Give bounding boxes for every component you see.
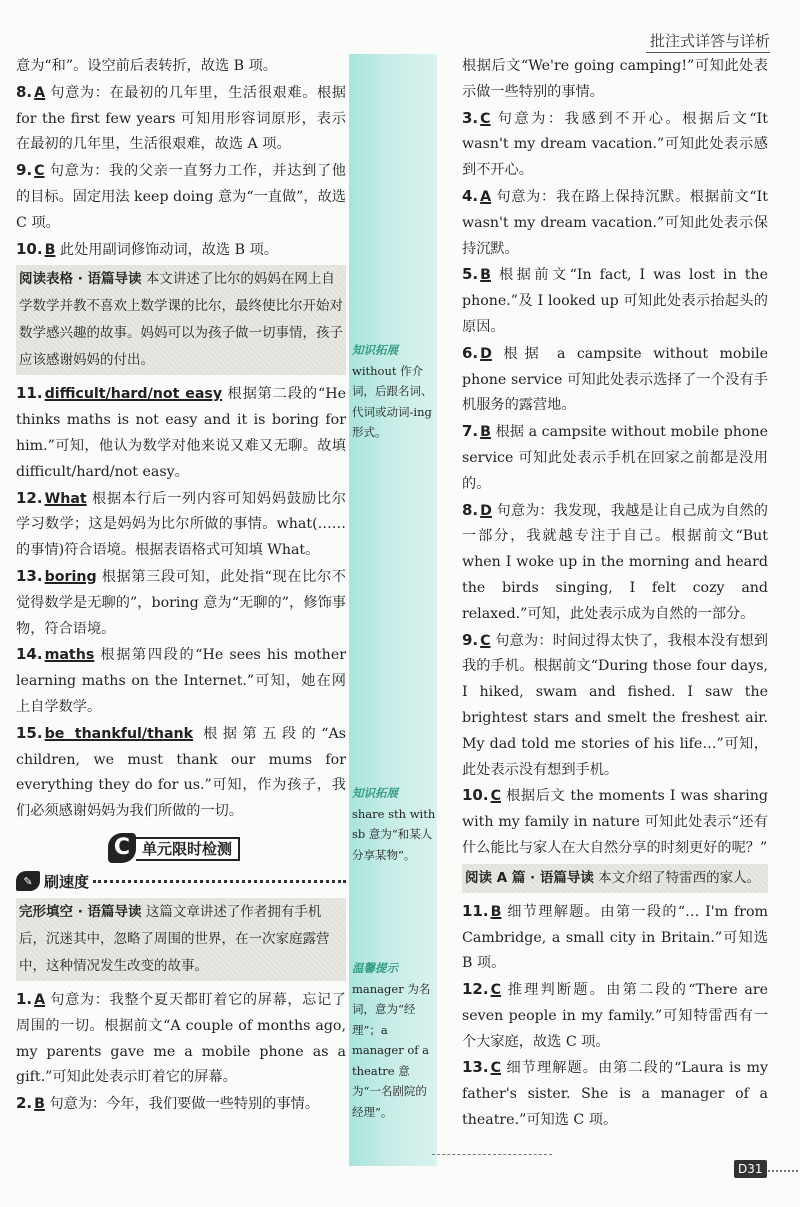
note-title: 知识拓展 [352, 786, 398, 800]
unit-test-banner [16, 833, 346, 867]
answer-key: D [480, 502, 492, 519]
passage-guide [16, 898, 346, 981]
unit-test-label: 单元限时检测 [136, 837, 240, 861]
answer-item [16, 1091, 346, 1118]
explanation: 根据 a campsite without mobile phone service 可知此处表示手机在回家之前都是没用的。 [462, 424, 768, 492]
answer-item [16, 80, 346, 158]
page-header: 批注式详答与详析 [649, 32, 770, 50]
answer-key: maths [44, 647, 95, 664]
note-text: share sth with sb 意为“和某人分享某物”。 [352, 806, 436, 862]
explanation: 句意为：在最初的几年里，生活很艰难。根据 for the first few years 可知用形容词原形，表示在最初的几年里，生活很艰难，故选 A 项。 [16, 84, 346, 153]
answer-key: C [490, 982, 501, 999]
explanation: 句意为：我的父亲一直努力工作，并达到了他的目标。固定用法 keep doing 意为“一直做”，故选 C 项。 [16, 163, 346, 231]
guide-title: 阅读 A 篇 · 语篇导读 [465, 869, 594, 886]
dotted-rule [93, 880, 346, 883]
answer-key: What [44, 490, 87, 507]
item-number: 4. [462, 186, 479, 205]
answer-key: B [490, 903, 502, 920]
note-text: manager 为名词，意为“经理”；a manager of a theatre 意为“一名剧院的经理”。 [352, 981, 431, 1119]
item-number: 7. [462, 422, 479, 441]
item-number: 12. [462, 980, 489, 999]
explanation: 句意为：我整个夏天都盯着它的屏幕，忘记了周围的一切。根据前文“A couple of months ago, my parents gave me a mobile phone as a gift.”可知此处表示盯着它的屏幕。 [16, 991, 346, 1086]
answer-item [462, 628, 768, 784]
answer-key: B [480, 267, 491, 284]
item-number: 5. [462, 265, 479, 284]
note-title: 知识拓展 [352, 343, 398, 357]
answer-key: C [34, 163, 45, 180]
header-rule [646, 52, 770, 53]
item-number: 15. [16, 723, 43, 742]
explanation: 句意为：我在路上保持沉默。根据前文“It wasn't my dream vacation.”可知此处表示保持沉默。 [462, 188, 768, 257]
paragraph: 根据后文“We're going camping!”可知此处表示做一些特别的事情。 [462, 58, 768, 100]
explanation: 根据第四段的“He sees his mother learning maths on the Internet.”可知，她在网上自学数学。 [16, 647, 346, 715]
unit-logo-icon: C [108, 833, 136, 863]
answer-item [462, 184, 768, 262]
answer-item [462, 106, 768, 184]
item-number: 2. [16, 1094, 33, 1113]
item-number: 8. [462, 500, 479, 519]
explanation: 根据后文 the moments I was sharing with my family in nature 可知此处表示“还有什么能比与家人在大自然分享的时刻更好的呢？” [462, 788, 768, 856]
item-number: 8. [16, 82, 33, 101]
item-number: 10. [462, 786, 489, 805]
item-number: 13. [16, 566, 43, 585]
answer-item [462, 419, 768, 497]
answer-item [462, 262, 768, 340]
answer-key: B [44, 241, 56, 258]
item-number: 10. [16, 239, 43, 258]
note-tip [352, 958, 436, 1122]
answer-key: D [480, 345, 492, 362]
explanation: 细节理解题。由第一段的“… I'm from Cambridge, a small city in Britain.”可知选 B 项。 [462, 903, 768, 972]
answer-item [462, 341, 768, 419]
explanation: 句意为：我感到不开心。根据后文“It wasn't my dream vacation.”可知此处表示感到不开心。 [462, 110, 768, 179]
passage-guide [16, 265, 346, 375]
explanation: 根据第五段的“As children, we must thank our mums for everything they do for us.”可知，作为孩子，我们必须感谢妈妈为我们所做的一切。 [16, 725, 346, 820]
note-knowledge-2 [352, 783, 436, 865]
answer-key: C [480, 110, 491, 127]
guide-text: 这篇文章讲述了作者拥有手机后，沉迷其中，忽略了周围的世界，在一次家庭露营中，这种情况发生改变的故事。 [19, 903, 330, 974]
answer-key: C [490, 788, 501, 805]
explanation: 根据本行后一列内容可知妈妈鼓励比尔学习数学；这是妈妈为比尔所做的事情。what(……的事情)符合语境。根据表语格式可知填 What。 [16, 490, 346, 559]
explanation: 根据前文“In fact, I was lost in the phone.”及 I looked up 可知此处表示抬起头的原因。 [462, 267, 768, 335]
item-number: 9. [462, 630, 479, 649]
item-number: 3. [462, 108, 479, 127]
answer-item [16, 721, 346, 825]
guide-text: 本文讲述了比尔的妈妈在网上自学数学并教不喜欢上数学课的比尔，最终使比尔开始对数学感兴趣的故事。妈妈可以为孩子做一切事情，孩子应该感谢妈妈的付出。 [19, 271, 343, 369]
page-number: D31 [734, 1160, 767, 1178]
explanation: 根据 a campsite without mobile phone service 可知此处表示选择了一个没有手机服务的露营地。 [462, 345, 768, 414]
explanation: 句意为：今年，我们要做一些特别的事情。 [44, 1096, 320, 1113]
note-text: without 作介词，后跟名词、代词或动词-ing形式。 [352, 363, 433, 439]
answer-key: B [34, 1096, 45, 1113]
passage-guide [462, 864, 768, 893]
note-pointer [432, 1154, 552, 1155]
answer-key: A [34, 84, 46, 101]
item-number: 9. [16, 161, 33, 180]
answer-item [462, 977, 768, 1055]
item-number: 14. [16, 645, 43, 664]
answer-key: difficult/hard/not easy [44, 386, 223, 403]
answer-item [462, 498, 768, 628]
explanation: 根据第二段的“He thinks maths is not easy and it is boring for him.”可知，他认为数学对他来说又难又无聊。故填 difficult/hard/not easy。 [16, 386, 346, 480]
answer-item [462, 899, 768, 977]
explanation: 根据第三段可知，此处指“现在比尔不觉得数学是无聊的”，boring 意为“无聊的”，修饰事物，符合语境。 [16, 568, 346, 637]
answer-key: A [480, 188, 492, 205]
paragraph: 意为“和”。设空前后表转折，故选 B 项。 [16, 58, 277, 74]
item-number: 12. [16, 488, 43, 507]
item-number: 1. [16, 989, 33, 1008]
answer-key: be thankful/thank [44, 725, 194, 742]
answer-key: C [480, 632, 491, 649]
answer-key: boring [44, 568, 97, 585]
item-number: 13. [462, 1058, 489, 1077]
answer-item [16, 486, 346, 564]
answer-item [16, 987, 346, 1091]
note-title: 温馨提示 [352, 961, 398, 975]
answer-item [16, 642, 346, 720]
answer-item [16, 381, 346, 485]
item-number: 11. [16, 384, 43, 403]
answer-item [16, 564, 346, 642]
answer-item [16, 237, 346, 264]
item-number: 11. [462, 901, 489, 920]
explanation: 句意为：时间过得太快了，我根本没有想到我的手机。根据前文“During those four days, I hiked, swam and fished. I saw the brightest stars and smelt the freshest air. My dad told me stories of his life…”可知，此处表示没有想到手机。 [462, 632, 768, 778]
note-knowledge-1 [352, 340, 436, 443]
answer-item [462, 1055, 768, 1133]
explanation: 句意为：我发现，我越是让自己成为自然的一部分，我就越专注于自己。根据前文“But when I woke up in the morning and heard the birds singing, I felt cozy and relaxed.”可知，此处表示成为自然的一部分。 [462, 502, 768, 622]
guide-text: 本文介绍了特雷西的家人。 [593, 869, 761, 886]
answer-item [16, 158, 346, 236]
right-column [462, 54, 768, 1134]
page-number-dots [768, 1170, 798, 1172]
item-number: 6. [462, 343, 479, 362]
speed-icon: ✎ [16, 871, 40, 891]
answer-key: C [490, 1060, 501, 1077]
answer-key: A [34, 991, 46, 1008]
explanation: 细节理解题。由第二段的“Laura is my father's sister. She is a manager of a theatre.”可知选 C 项。 [462, 1060, 768, 1129]
answer-item [462, 783, 768, 861]
explanation: 此处用副词修饰动词，故选 B 项。 [55, 241, 278, 258]
explanation: 推理判断题。由第二段的“There are seven people in my family.”可知特雷西有一个大家庭，故选 C 项。 [462, 982, 768, 1050]
left-column [16, 54, 346, 1118]
guide-title: 完形填空 · 语篇导读 [19, 903, 142, 920]
answer-key: B [480, 424, 491, 441]
speed-section-heading [16, 871, 346, 892]
speed-label: 刷速度 [44, 872, 90, 891]
guide-title: 阅读表格 · 语篇导读 [19, 271, 142, 288]
